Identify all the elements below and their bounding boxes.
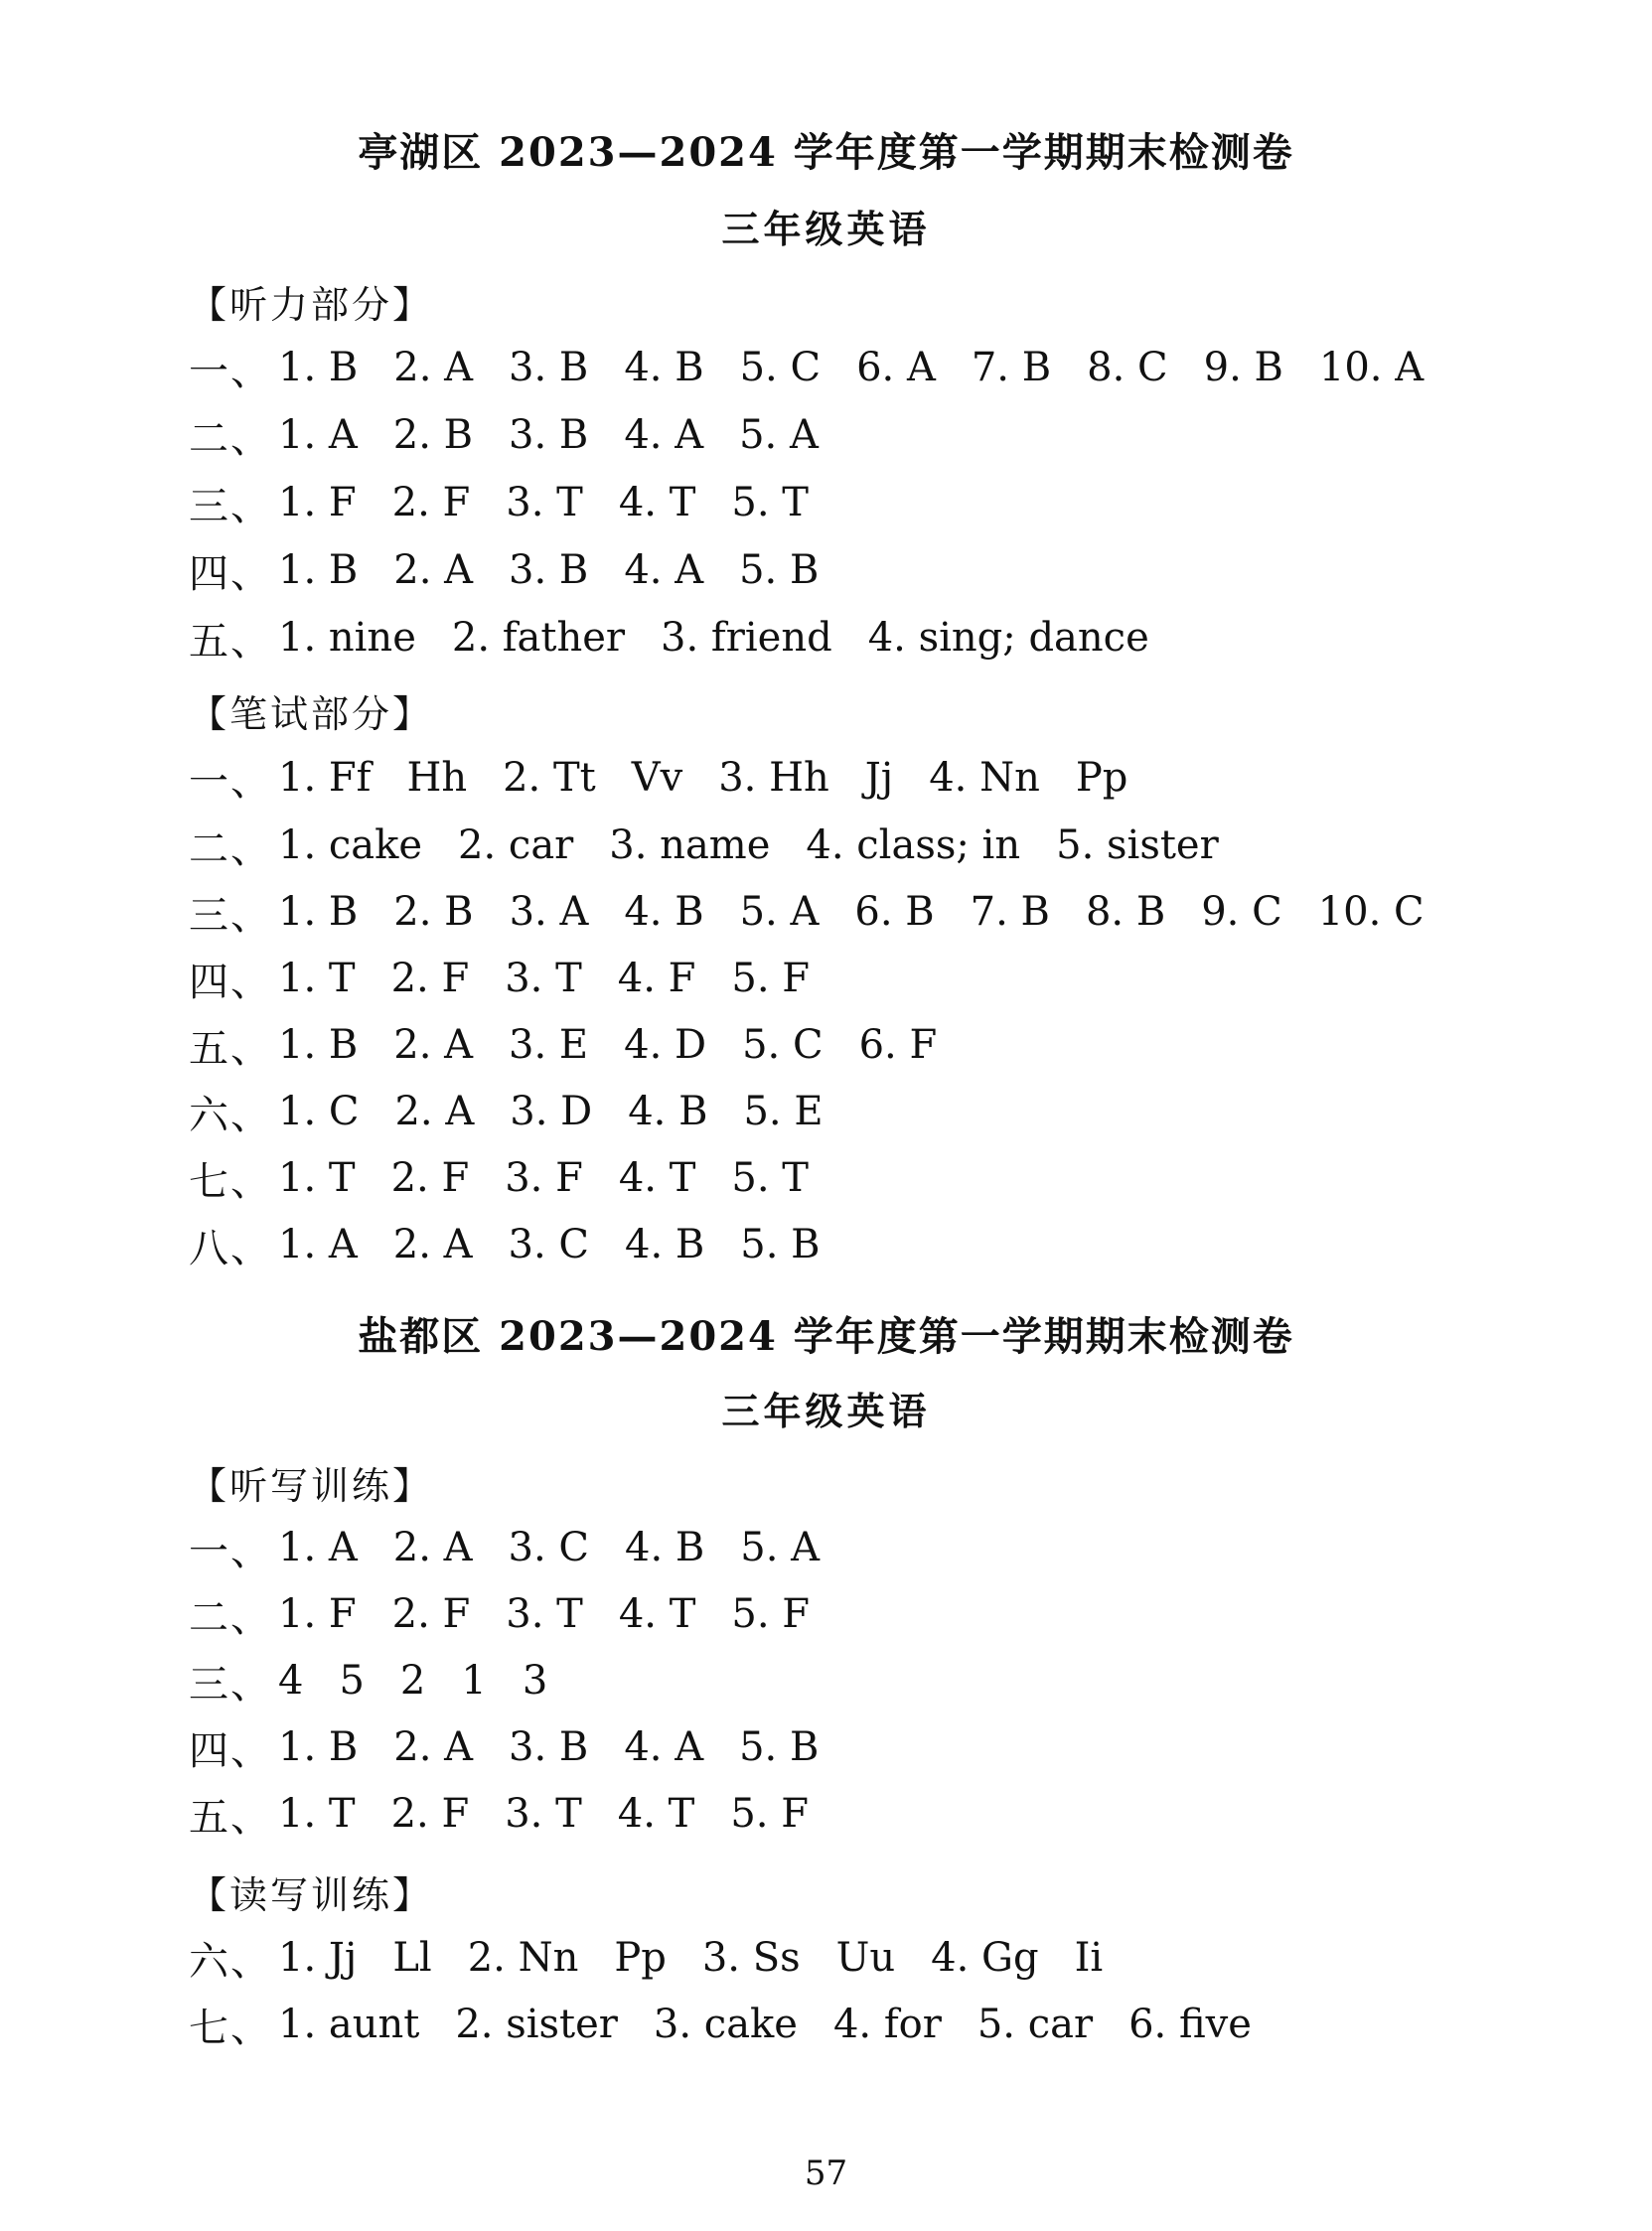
answer-item: 1. A [278,1222,358,1267]
answer-list [278,2002,1287,2047]
question-number: 一、 [189,758,272,805]
question-number: 七、 [189,1158,272,1205]
answer-list [278,1155,844,1201]
answer-list [278,615,1185,661]
answer-item: 1. B [278,1022,359,1068]
answer-row [189,1589,845,1639]
answer-item: 3. E [509,1022,589,1068]
answer-item: 1. T [278,1791,356,1837]
answer-item: 2. B [392,412,474,458]
answer-list [278,412,854,458]
answer-item: 2. F [390,956,470,1001]
answer-item: 2. A [393,1724,474,1770]
answer-item: 5. F [730,1791,809,1837]
answer-item: 2. A [393,345,474,390]
answer-item: 4. sing; dance [867,615,1149,661]
question-number: 五、 [189,1025,272,1072]
question-number: 一、 [189,348,272,394]
answer-list [278,822,1255,868]
answer-item: 3. T [506,480,583,525]
answer-item: 5. C [742,1022,824,1068]
answer-item: 1. Jj [278,1935,358,1981]
answer-item: 2. A [392,1525,473,1570]
answer-list [278,956,845,1001]
answer-item: 3. Ss [701,1935,801,1981]
question-number: 四、 [189,1727,272,1774]
answer-item: 3. Hh [718,755,829,801]
answer-item: Ii [1074,1935,1104,1981]
answer-list [278,345,1459,390]
question-number: 二、 [189,415,272,462]
answer-item: 1. nine [278,615,416,661]
answer-item: 2. F [390,1791,470,1837]
exam-subtitle: 三年级英语 [721,207,931,251]
answer-item: 1 [461,1658,487,1704]
answer-item: Jj [864,755,894,801]
answer-item: Ll [392,1935,432,1981]
exam-subtitle: 三年级英语 [721,1389,931,1433]
answer-item: 4. B [628,1089,708,1134]
exam-title: 亭湖区 2023—2024 学年度第一学期期末检测卷 [358,129,1294,176]
answer-item: Pp [1075,755,1128,801]
answer-item: 1. B [278,345,359,390]
answer-item: 10. C [1317,889,1425,935]
answer-item: 4. A [624,412,704,458]
answer-item: 1. T [278,956,356,1001]
answer-item: Uu [835,1935,896,1981]
answer-item: 3. B [509,547,589,593]
answer-item: 4. T [618,1591,696,1637]
answer-item: 1. F [278,480,357,525]
answer-item: 2 [399,1658,426,1704]
answer-item: 5. E [743,1089,824,1134]
answer-item: 4. class; in [806,822,1021,868]
answer-item: 4. A [624,1724,704,1770]
answer-list [278,1222,856,1267]
answer-item: 4 [278,1658,304,1704]
answer-item: 6. five [1128,2002,1252,2047]
answer-list [278,755,1163,801]
answer-item: 6. A [856,345,936,390]
answer-item: 3. T [505,1791,582,1837]
answer-item: Hh [406,755,468,801]
answer-item: 3. B [509,1724,589,1770]
answer-row [189,343,1459,392]
answer-item: 2. A [393,1022,474,1068]
section-heading: 【笔试部分】 [189,692,434,736]
answer-item: 4. T [618,480,696,525]
answer-item: 2. car [458,822,574,868]
answer-item: 2. A [393,547,474,593]
answer-item: 4. B [625,1525,705,1570]
question-number: 五、 [189,618,272,665]
answer-row [189,1020,973,1070]
answer-list [278,547,854,593]
answer-list [278,889,1460,935]
answer-item: 1. T [278,1155,356,1201]
answer-item: 3. cake [653,2002,798,2047]
answer-item: 3. C [508,1222,590,1267]
answer-item: 5. B [740,1222,821,1267]
answer-item: 1. aunt [278,2002,420,2047]
answer-item: 5. F [731,956,811,1001]
answer-item: 8. C [1087,345,1168,390]
answer-list [278,1791,844,1837]
answer-item: 5. T [731,480,809,525]
answer-item: 5. F [731,1591,811,1637]
answer-item: 2. B [393,889,474,935]
answer-item: 5. T [731,1155,809,1201]
page-number: 57 [804,2154,848,2193]
answer-item: 1. F [278,1591,357,1637]
answer-item: 3. D [510,1089,593,1134]
answer-row [189,1220,856,1269]
answer-item: 5. A [739,412,819,458]
answer-list [278,1935,1138,1981]
answer-item: 2. A [392,1222,473,1267]
answer-item: 1. B [278,547,359,593]
answer-item: 10. A [1318,345,1425,390]
answer-item: 2. A [394,1089,475,1134]
question-number: 一、 [189,1528,272,1574]
answer-row [189,1722,854,1772]
answer-item: 3. F [505,1155,583,1201]
question-number: 三、 [189,892,272,939]
answer-item: 4. A [624,547,704,593]
answer-item: 5. B [739,547,820,593]
answer-item: 1. cake [278,822,423,868]
section-heading: 【听力部分】 [189,283,434,327]
question-number: 二、 [189,1594,272,1641]
question-number: 六、 [189,1092,272,1138]
answer-item: 2. sister [455,2002,618,2047]
answer-item: 2. F [391,480,471,525]
answer-item: 3. B [509,412,589,458]
answer-row [189,1656,583,1706]
answer-row [189,545,854,595]
answer-row [189,1523,855,1572]
answer-item: 7. B [970,889,1050,935]
exam-title: 盐都区 2023—2024 学年度第一学期期末检测卷 [358,1313,1294,1360]
answer-list [278,1658,583,1704]
question-number: 七、 [189,2005,272,2051]
question-number: 八、 [189,1225,272,1271]
answer-item: 1. A [278,412,358,458]
answer-item: 4. Gg [931,1935,1039,1981]
answer-item: 4. T [618,1155,696,1201]
question-number: 四、 [189,550,272,597]
answer-item: 5. car [976,2002,1094,2047]
answer-item: 4. D [624,1022,707,1068]
answer-item: 4. for [832,2002,942,2047]
section-heading: 【读写训练】 [189,1873,434,1917]
answer-item: 4. B [624,345,704,390]
answer-item: 7. B [971,345,1052,390]
answer-item: 3. C [508,1525,590,1570]
answer-item: 3 [522,1658,548,1704]
section-heading: 【听写训练】 [189,1464,434,1508]
answer-item: 5. A [739,889,820,935]
question-number: 二、 [189,825,272,872]
answer-item: 4. B [624,889,704,935]
answer-item: 2. Tt [503,755,596,801]
answer-item: 5. C [739,345,822,390]
answer-item: 5 [339,1658,365,1704]
answer-item: 1. A [278,1525,358,1570]
answer-list [278,1089,859,1134]
answer-row [189,753,1163,803]
answer-item: 2. father [451,615,626,661]
answer-item: 8. B [1085,889,1166,935]
answer-row [189,478,844,527]
answer-item: 2. Nn [467,1935,579,1981]
answer-row [189,887,1460,937]
answer-row [189,613,1185,663]
answer-row [189,820,1255,870]
answer-row [189,1087,859,1136]
answer-item: 4. Nn [929,755,1040,801]
answer-list [278,1591,845,1637]
question-number: 三、 [189,483,272,529]
answer-row [189,1153,844,1203]
answer-row [189,410,854,460]
answer-item: 2. F [390,1155,470,1201]
answer-item: Pp [614,1935,667,1981]
answer-item: 5. B [739,1724,820,1770]
answer-row [189,1789,844,1839]
question-number: 五、 [189,1794,272,1841]
answer-row [189,1933,1138,1983]
question-number: 三、 [189,1661,272,1708]
answer-row [189,2000,1287,2049]
answer-item: 5. A [740,1525,821,1570]
answer-item: 2. F [391,1591,471,1637]
question-number: 四、 [189,959,272,1005]
answer-list [278,1724,854,1770]
answer-item: 3. name [609,822,771,868]
question-number: 六、 [189,1938,272,1985]
answer-item: 1. B [278,889,359,935]
answer-item: 9. B [1203,345,1283,390]
answer-item: 9. C [1201,889,1282,935]
answer-item: Vv [631,755,683,801]
answer-item: 3. A [509,889,589,935]
answer-list [278,1525,855,1570]
answer-item: 3. B [509,345,589,390]
answer-item: 3. friend [661,615,832,661]
answer-item: 6. F [858,1022,938,1068]
answer-item: 6. B [854,889,935,935]
answer-item: 3. T [506,1591,583,1637]
answer-item: 1. C [278,1089,360,1134]
answer-item: 4. F [617,956,696,1001]
answer-item: 3. T [505,956,582,1001]
answer-item: 1. Ff [278,755,372,801]
answer-item: 5. sister [1056,822,1219,868]
answer-row [189,954,845,1003]
answer-list [278,1022,973,1068]
answer-item: 1. B [278,1724,359,1770]
answer-item: 4. T [617,1791,695,1837]
answer-item: 4. B [625,1222,705,1267]
answer-list [278,480,844,525]
